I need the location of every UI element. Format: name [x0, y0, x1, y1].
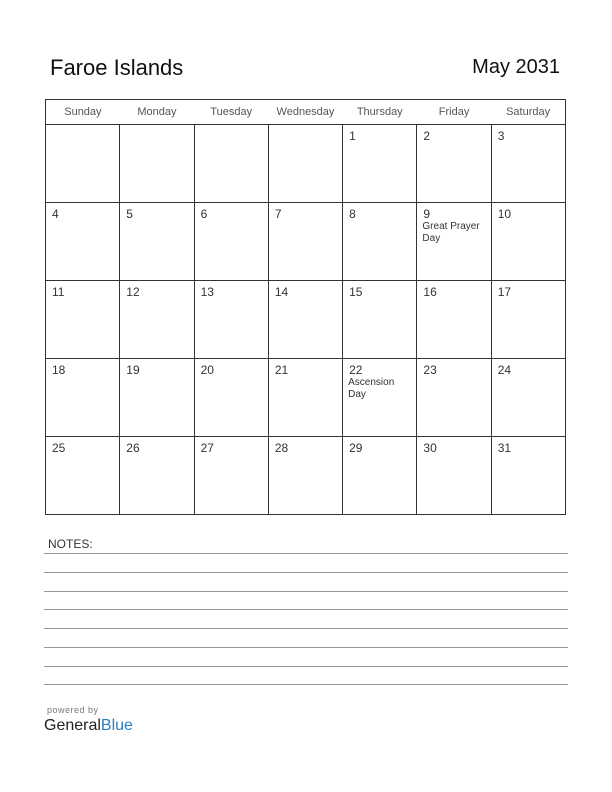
day-cell: [417, 125, 491, 203]
day-cell: [268, 437, 342, 515]
week-row: [46, 281, 566, 359]
day-cell: [417, 359, 491, 437]
day-cell: [268, 281, 342, 359]
day-cell: [46, 281, 120, 359]
notes-line: [44, 666, 568, 667]
day-cell: [120, 359, 194, 437]
weekday-thursday: Thursday: [343, 100, 417, 125]
notes-line: [44, 572, 568, 573]
day-cell: [120, 281, 194, 359]
week-row: [46, 125, 566, 203]
week-row: [46, 203, 566, 281]
day-number: 25: [52, 441, 66, 455]
day-number: 7: [274, 207, 282, 221]
day-cell: [491, 437, 565, 515]
day-number: 24: [497, 363, 512, 377]
day-number: 16: [423, 285, 437, 299]
day-number: 29: [349, 441, 363, 455]
weekday-saturday: Saturday: [491, 100, 565, 125]
day-number: 17: [497, 285, 512, 299]
day-cell: [120, 125, 194, 203]
day-number: 14: [274, 285, 289, 299]
day-number: 8: [349, 207, 356, 221]
day-number: 20: [200, 363, 214, 377]
day-cell: [491, 125, 565, 203]
day-cell: [194, 203, 268, 281]
day-cell: [343, 125, 417, 203]
day-cell: [46, 359, 120, 437]
day-number: 10: [497, 207, 512, 221]
day-number: 5: [126, 207, 133, 221]
country-title: Faroe Islands: [50, 55, 184, 80]
day-cell: [46, 125, 120, 203]
notes-line: [44, 609, 568, 610]
weekday-header-row: [46, 100, 566, 125]
notes-line: [44, 684, 568, 685]
day-cell: [120, 437, 194, 515]
day-number: 11: [52, 285, 65, 299]
day-cell: [417, 203, 491, 281]
day-cell: [343, 281, 417, 359]
day-number: 6: [200, 207, 208, 221]
day-number: 1: [349, 129, 356, 143]
calendar-grid: [45, 99, 566, 515]
day-cell: [491, 281, 565, 359]
day-number: 12: [126, 285, 140, 299]
day-number: 31: [497, 441, 512, 455]
holiday-label: Great Prayer Day: [422, 221, 480, 244]
day-number: 21: [274, 363, 289, 377]
notes-line: [44, 628, 568, 629]
powered-by-text: powered by: [47, 705, 99, 715]
day-cell: [46, 203, 120, 281]
month-title: May 2031: [472, 56, 560, 78]
day-number: 2: [423, 129, 431, 143]
notes-label: NOTES:: [48, 537, 93, 551]
day-cell: [491, 203, 565, 281]
day-cell: [343, 359, 417, 437]
brand-blue: Blue: [100, 717, 133, 734]
day-number: 13: [200, 285, 214, 299]
day-cell: [194, 437, 268, 515]
weekday-friday: Friday: [417, 100, 491, 125]
day-cell: [268, 203, 342, 281]
brand-general: General: [44, 717, 101, 734]
day-number: 18: [52, 363, 66, 377]
day-number: 23: [423, 363, 437, 377]
day-cell: [194, 125, 268, 203]
day-cell: [268, 359, 342, 437]
day-cell: [194, 281, 268, 359]
day-number: 26: [126, 441, 140, 455]
week-row: [46, 437, 566, 515]
day-number: 22: [349, 363, 363, 377]
day-cell: [417, 437, 491, 515]
day-cell: [343, 437, 417, 515]
notes-line: [44, 591, 568, 592]
weekday-monday: Monday: [120, 100, 194, 125]
weekday-tuesday: Tuesday: [194, 100, 268, 125]
day-number: 9: [423, 207, 431, 221]
day-number: 4: [52, 207, 59, 221]
notes-line: [44, 647, 568, 648]
day-cell: [343, 203, 417, 281]
day-cell: [120, 203, 194, 281]
day-cell: [194, 359, 268, 437]
day-number: 15: [349, 285, 363, 299]
weekday-sunday: Sunday: [46, 100, 120, 125]
notes-line: [44, 553, 568, 554]
day-number: 28: [274, 441, 289, 455]
day-cell: [46, 437, 120, 515]
day-cell: [491, 359, 565, 437]
brand-logo: [44, 717, 133, 735]
day-number: 30: [423, 441, 437, 455]
week-row: [46, 359, 566, 437]
day-cell: [268, 125, 342, 203]
day-number: 19: [126, 363, 140, 377]
day-number: 27: [200, 441, 214, 455]
day-cell: [417, 281, 491, 359]
holiday-label: Ascension Day: [348, 377, 395, 400]
weekday-wednesday: Wednesday: [268, 100, 342, 125]
day-number: 3: [497, 129, 505, 143]
